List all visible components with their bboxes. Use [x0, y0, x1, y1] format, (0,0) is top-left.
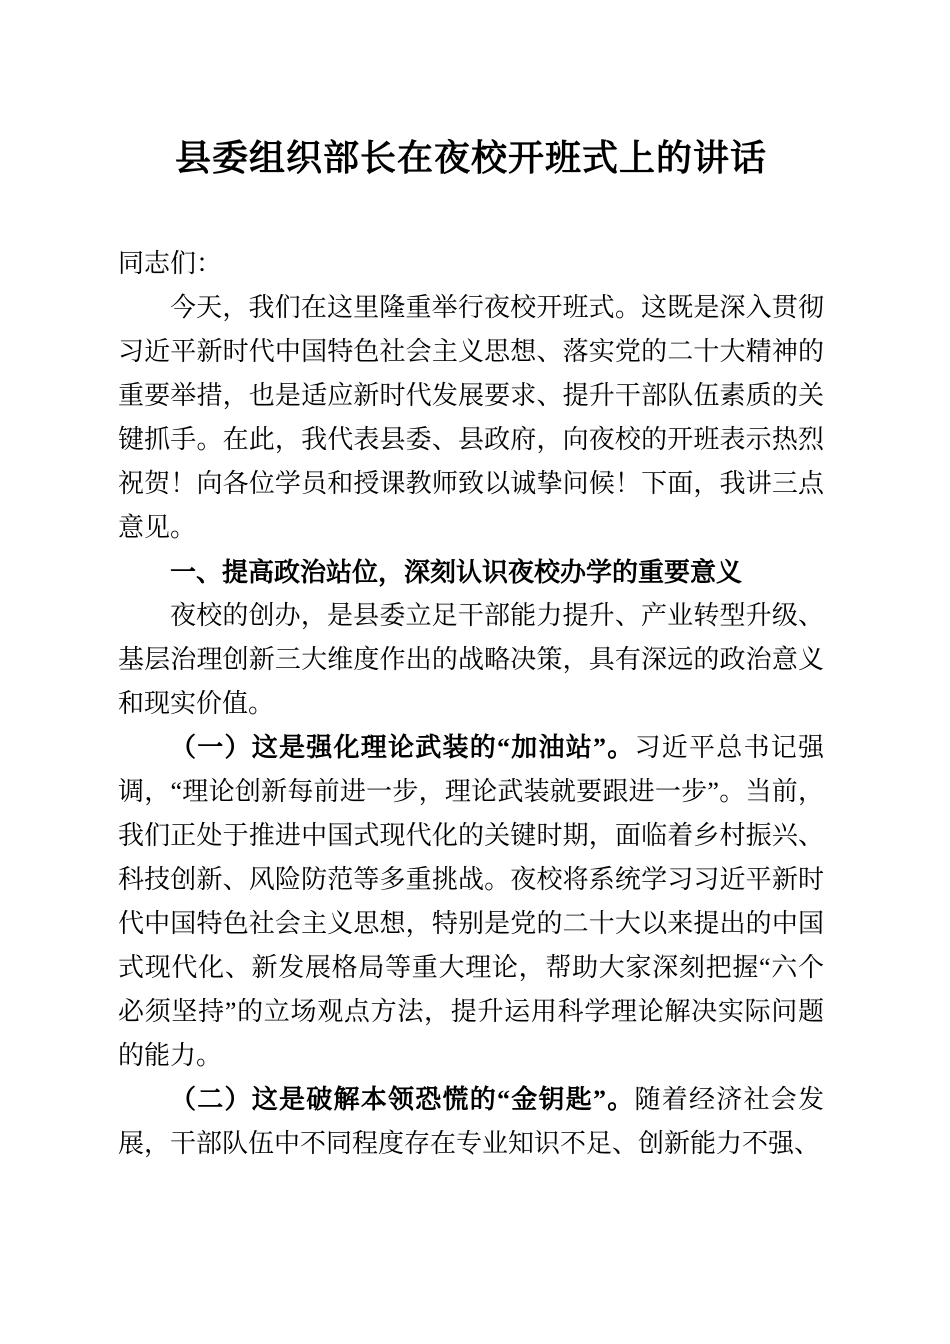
document-body	[118, 242, 824, 1166]
point1-lead: （一）这是强化理论武装的“加油站”。	[170, 733, 635, 762]
point2-paragraph	[118, 1078, 824, 1166]
document-title: 县委组织部长在夜校开班式上的讲话	[174, 138, 767, 178]
point2-text: 随着经济社会发展，干部队伍中不同程度存在专业知识不足、创新能力不强、	[118, 1085, 824, 1158]
point1-paragraph	[118, 726, 824, 1078]
intro-paragraph: 今天，我们在这里隆重举行夜校开班式。这既是深入贯彻习近平新时代中国特色社会主义思想、落实党的二十大精神的重要举措，也是适应新时代发展要求、提升干部队伍素质的关键抓手。在此，我代表县委、县政府，向夜校的开班表示热烈祝贺！向各位学员和授课教师致以诚挚问候！下面，我讲三点意见。	[118, 293, 824, 542]
point2-lead: （二）这是破解本领恐慌的“金钥匙”。	[170, 1085, 635, 1114]
salutation: 同志们：	[118, 249, 223, 278]
section-heading-1: 一、提高政治站位，深刻认识夜校办学的重要意义	[170, 557, 743, 587]
section1-paragraph: 夜校的创办，是县委立足干部能力提升、产业转型升级、基层治理创新三大维度作出的战略决策，具有深远的政治意义和现实价值。	[118, 601, 824, 718]
point1-text: 习近平总书记强调，“理论创新每前进一步，理论武装就要跟进一步”。当前，我们正处于推进中国式现代化的关键时期，面临着乡村振兴、科技创新、风险防范等多重挑战。夜校将系统学习习近平新时代中国特色社会主义思想，特别是党的二十大以来提出的中国式现代化、新发展格局等重大理论，帮助大家深刻把握“六个必须坚持”的立场观点方法，提升运用科学理论解决实际问题的能力。	[118, 733, 824, 1070]
